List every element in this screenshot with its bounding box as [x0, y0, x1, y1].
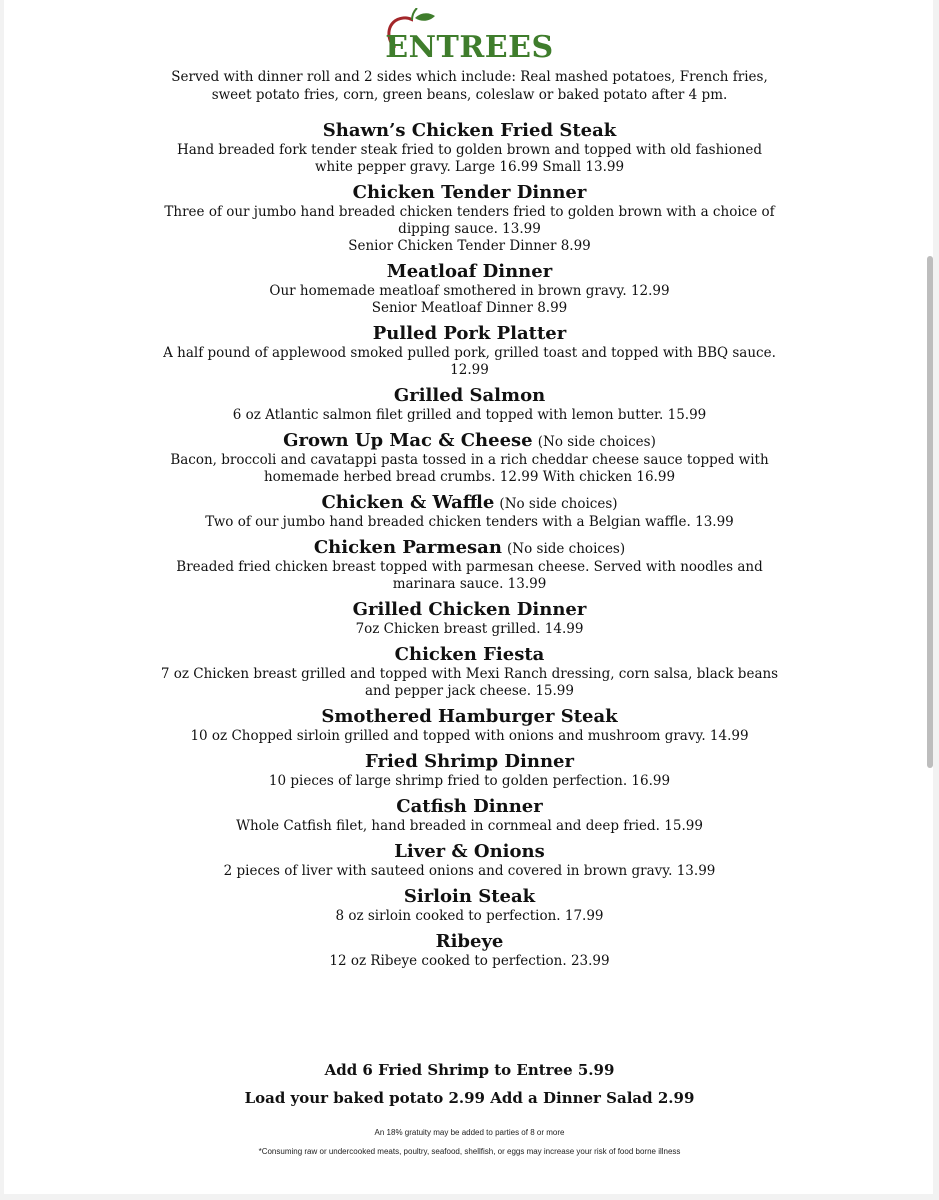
menu-item-description-line: 10 pieces of large shrimp fried to golden perfection. 16.99	[268, 773, 671, 789]
menu-item-heading	[0, 643, 939, 666]
menu-item-name: Fried Shrimp Dinner	[365, 751, 574, 772]
menu-item-description	[0, 514, 939, 531]
menu-item-name: Liver & Onions	[394, 841, 545, 862]
food-safety-note: *Consuming raw or undercooked meats, poultry, seafood, shellfish, or eggs may increase your risk of food borne illness	[258, 1147, 681, 1156]
menu-item-heading	[0, 885, 939, 908]
menu-item-description-line: 2 pieces of liver with sauteed onions and covered in brown gravy. 13.99	[223, 863, 716, 879]
menu-item	[0, 429, 939, 486]
menu-item	[0, 795, 939, 835]
extra-shrimp: Add 6 Fried Shrimp to Entree 5.99	[324, 1061, 615, 1079]
menu-item-description-line: marinara sauce. 13.99	[392, 576, 547, 592]
menu-item-description-line: Our homemade meatloaf smothered in brown gravy. 12.99	[269, 283, 670, 299]
menu-item	[0, 260, 939, 317]
menu-item-description	[0, 728, 939, 745]
intro-text	[0, 68, 939, 104]
menu-item-description-line: and pepper jack cheese. 15.99	[365, 683, 574, 699]
menu-item-description-line: 12.99	[450, 362, 489, 378]
menu-item	[0, 885, 939, 925]
menu-item-name: Grilled Salmon	[393, 385, 546, 406]
menu-item-name: Grilled Chicken Dinner	[352, 599, 587, 620]
menu-item-description	[0, 863, 939, 880]
menu-item-heading	[0, 840, 939, 863]
menu-item-name: Pulled Pork Platter	[372, 323, 567, 344]
menu-item-description	[0, 818, 939, 835]
menu-item	[0, 536, 939, 593]
menu-item	[0, 930, 939, 970]
menu-item-description-line: 7oz Chicken breast grilled. 14.99	[355, 621, 584, 637]
menu-item-description-line: 10 oz Chopped sirloin grilled and topped with onions and mushroom gravy. 14.99	[190, 728, 749, 744]
menu-item-heading	[0, 795, 939, 818]
menu-item	[0, 181, 939, 255]
menu-item-heading	[0, 181, 939, 204]
menu-item-name: Meatloaf Dinner	[386, 261, 553, 282]
menu-item-description-line: Breaded fried chicken breast topped with parmesan cheese. Served with noodles and	[176, 559, 763, 575]
menu-item-description	[0, 345, 939, 379]
menu-item-name: Shawn’s Chicken Fried Steak	[322, 120, 617, 141]
menu-item-description	[0, 953, 939, 970]
menu-item-description-line: Senior Meatloaf Dinner 8.99	[371, 300, 568, 316]
menu-item	[0, 840, 939, 880]
menu-item-description-line: Two of our jumbo hand breaded chicken tenders with a Belgian waffle. 13.99	[205, 514, 734, 530]
menu-item-name: Chicken & Waffle	[321, 492, 495, 513]
menu-item-heading	[0, 705, 939, 728]
page-title: ENTREES	[385, 30, 554, 65]
intro-line: Served with dinner roll and 2 sides which include: Real mashed potatoes, French fries,	[171, 69, 768, 85]
menu-item-name: Chicken Tender Dinner	[352, 182, 587, 203]
menu-item-name: Chicken Fiesta	[394, 644, 545, 665]
menu-item	[0, 750, 939, 790]
menu-item-note: (No side choices)	[537, 434, 656, 450]
menu-item-note: (No side choices)	[499, 496, 618, 512]
menu-item	[0, 491, 939, 531]
menu-item-description-line: 8 oz sirloin cooked to perfection. 17.99	[335, 908, 604, 924]
menu-item-description-line: Whole Catfish filet, hand breaded in cornmeal and deep fried. 15.99	[236, 818, 703, 834]
menu-item-description-line: A half pound of applewood smoked pulled pork, grilled toast and topped with BBQ sauce.	[163, 345, 776, 361]
menu-item-description-line: 7 oz Chicken breast grilled and topped with Mexi Ranch dressing, corn salsa, black beans	[160, 666, 779, 682]
menu-item-heading	[0, 536, 939, 559]
menu-item-name: Smothered Hamburger Steak	[321, 706, 618, 727]
menu-item-description	[0, 773, 939, 790]
intro-line: sweet potato fries, corn, green beans, coleslaw or baked potato after 4 pm.	[211, 87, 728, 103]
menu-items-list	[0, 119, 939, 975]
menu-item-name: Ribeye	[435, 931, 504, 952]
menu-item-note: (No side choices)	[507, 541, 626, 557]
menu-item-name: Chicken Parmesan	[313, 537, 502, 558]
menu-item-description-line: Senior Chicken Tender Dinner 8.99	[348, 238, 591, 254]
menu-item-heading	[0, 429, 939, 452]
menu-item-description-line: 6 oz Atlantic salmon filet grilled and topped with lemon butter. 15.99	[232, 407, 707, 423]
menu-item-description	[0, 452, 939, 486]
menu-item	[0, 119, 939, 176]
menu-item-description	[0, 407, 939, 424]
menu-item-description	[0, 908, 939, 925]
menu-item	[0, 322, 939, 379]
menu-item-heading	[0, 260, 939, 283]
extra-potato-salad: Load your baked potato 2.99 Add a Dinner Salad 2.99	[244, 1089, 695, 1107]
menu-item-description-line: 12 oz Ribeye cooked to perfection. 23.99	[329, 953, 610, 969]
menu-item-description-line: homemade herbed bread crumbs. 12.99 With chicken 16.99	[263, 469, 676, 485]
menu-item-heading	[0, 491, 939, 514]
menu-item-description	[0, 142, 939, 176]
menu-item-description-line: white pepper gravy. Large 16.99 Small 13.99	[314, 159, 625, 175]
menu-item-description	[0, 204, 939, 255]
menu-item-description-line: Three of our jumbo hand breaded chicken tenders fried to golden brown with a choice of	[164, 204, 775, 220]
menu-item-heading	[0, 930, 939, 953]
menu-item-heading	[0, 384, 939, 407]
menu-item	[0, 598, 939, 638]
menu-item-description	[0, 559, 939, 593]
menu-item-description-line: Hand breaded fork tender steak fried to golden brown and topped with old fashioned	[176, 142, 763, 158]
menu-item-name: Catfish Dinner	[396, 796, 543, 817]
menu-item-description	[0, 666, 939, 700]
menu-item-name: Grown Up Mac & Cheese	[283, 430, 533, 451]
menu-item	[0, 384, 939, 424]
menu-item	[0, 705, 939, 745]
menu-item-description	[0, 621, 939, 638]
menu-item-name: Sirloin Steak	[403, 886, 536, 907]
gratuity-note: An 18% gratuity may be added to parties of 8 or more	[374, 1128, 565, 1137]
menu-item-heading	[0, 322, 939, 345]
menu-item	[0, 643, 939, 700]
menu-item-heading	[0, 598, 939, 621]
menu-item-description-line: Bacon, broccoli and cavatappi pasta tossed in a rich cheddar cheese sauce topped with	[170, 452, 769, 468]
menu-item-description-line: dipping sauce. 13.99	[398, 221, 541, 237]
menu-item-description	[0, 283, 939, 317]
menu-item-heading	[0, 750, 939, 773]
menu-item-heading	[0, 119, 939, 142]
